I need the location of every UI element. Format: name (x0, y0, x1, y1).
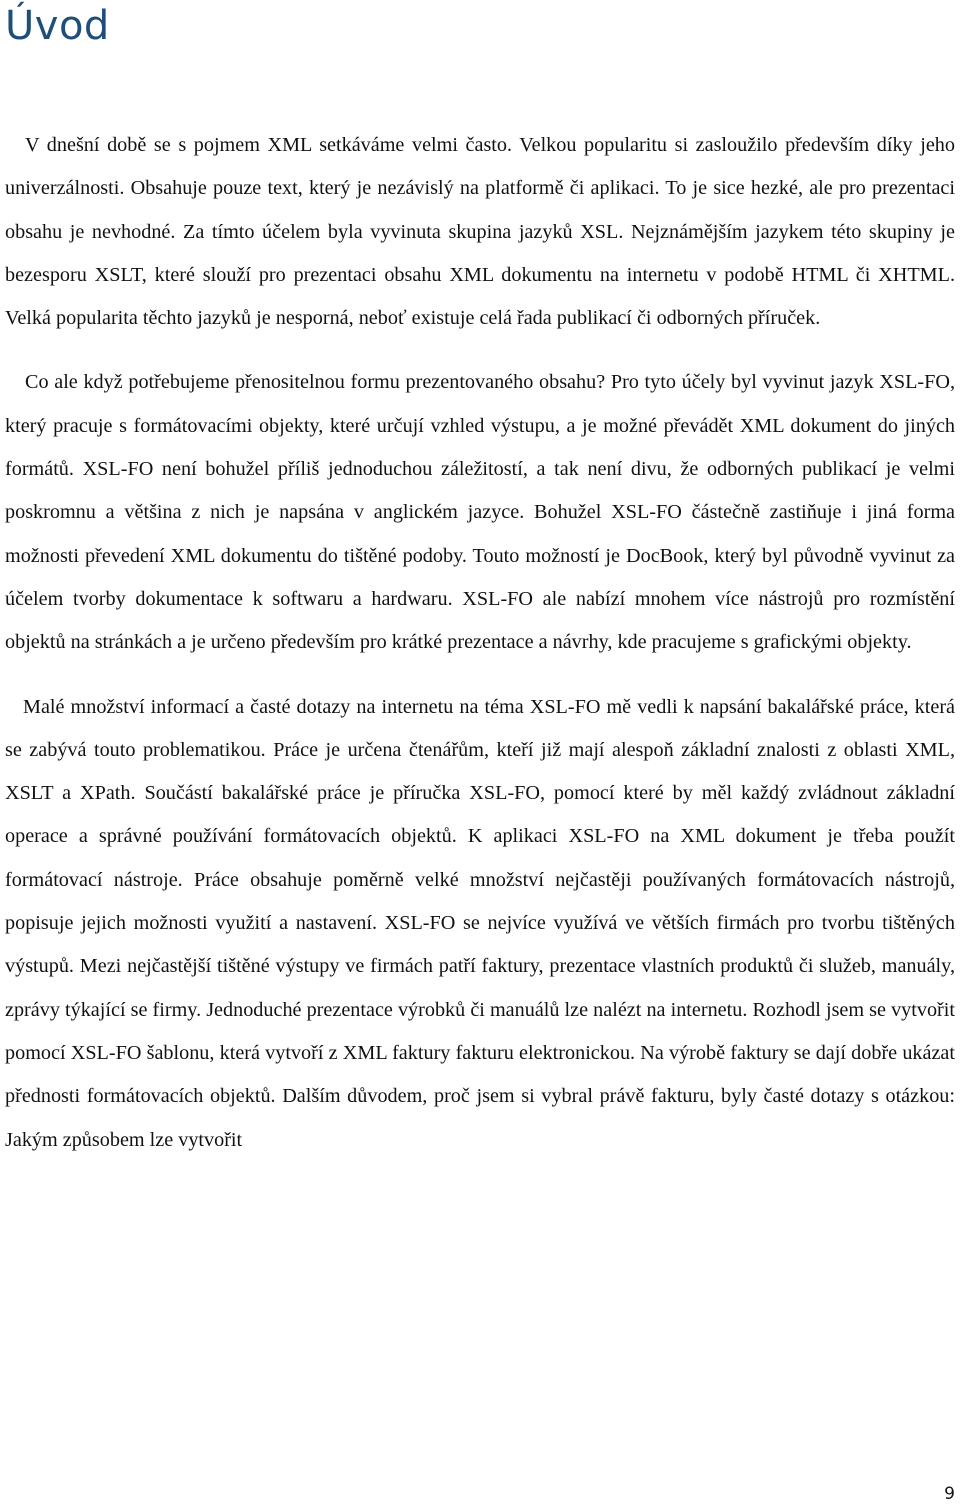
page-number: 9 (944, 1484, 955, 1504)
paragraph-3: Malé množství informací a časté dotazy na internetu na téma XSL-FO mě vedli k napsání bakalářské práce, která se zabývá touto problematikou. Práce je určena čtenářům, kteří již mají alespoň základní znalosti z oblasti XML, XSLT a XPath. Součástí bakalářské práce je příručka XSL-FO, pomocí které by měl každý zvládnout základní operace a správné používání formátovacích objektů. K aplikaci XSL-FO na XML dokument je třeba použít formátovací nástroje. Práce obsahuje poměrně velké množství nejčastěji používaných formátovacích nástrojů, popisuje jejich možnosti využití a nastavení. XSL-FO se nejvíce využívá ve větších firmách pro tvorbu tištěných výstupů. Mezi nejčastější tištěné výstupy ve firmách patří faktury, prezentace vlastních produktů či služeb, manuály, zprávy týkající se firmy. Jednoduché prezentace výrobků či manuálů lze nalézt na internetu. Rozhodl jsem se vytvořit pomocí XSL-FO šablonu, která vytvoří z XML faktury fakturu elektronickou. Na výrobě faktury se dají dobře ukázat přednosti formátovacích objektů. Dalším důvodem, proč jsem si vybral právě fakturu, byly časté dotazy s otázkou: Jakým způsobem lze vytvořit (5, 695, 955, 1151)
paragraph-1: V dnešní době se s pojmem XML setkáváme velmi často. Velkou popularitu si zasloužilo především díky jeho univerzálnosti. Obsahuje pouze text, který je nezávislý na platformě či aplikaci. To je sice hezké, ale pro prezentaci obsahu je nevhodné. Za tímto účelem byla vyvinuta skupina jazyků XSL. Nejznámějším jazykem této skupiny je bezesporu XSLT, které slouží pro prezentaci obsahu XML dokumentu na internetu v podobě HTML či XHTML. Velká popularita těchto jazyků je nesporná, neboť existuje celá řada publikací či odborných příruček. (5, 134, 955, 330)
paragraph-2: Co ale když potřebujeme přenositelnou formu prezentovaného obsahu? Pro tyto účely byl vyvinut jazyk XSL-FO, který pracuje s formátovacími objekty, které určují vzhled výstupu, a je možné převádět XML dokument do jiných formátů. XSL-FO není bohužel příliš jednoduchou záležitostí, a tak není divu, že odborných publikací je velmi poskromnu a většina z nich je napsána v anglickém jazyce. Bohužel XSL-FO částečně zastiňuje i jiná forma možnosti převedení XML dokumentu do tištěné podoby. Touto možností je DocBook, který byl původně vyvinut za účelem tvorby dokumentace k softwaru a hardwaru. XSL-FO ale nabízí mnohem více nástrojů pro rozmístění objektů na stránkách a je určeno především pro krátké prezentace a návrhy, kde pracujeme s grafickými objekty. (5, 371, 955, 654)
body-text (5, 124, 955, 1162)
page-title: Úvod (5, 3, 110, 49)
